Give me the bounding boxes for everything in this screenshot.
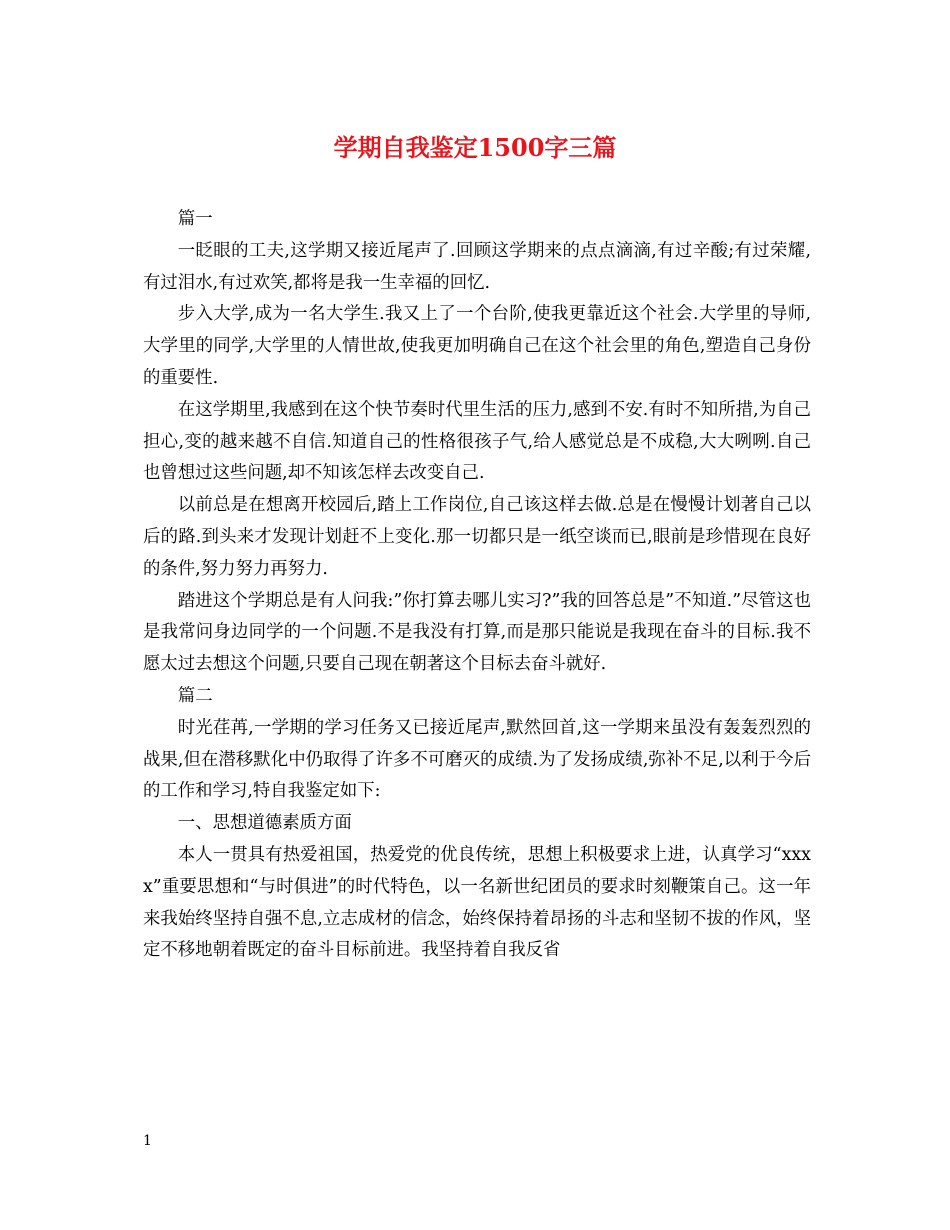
paragraph-subheading: 一、思想道德素质方面 bbox=[177, 813, 352, 834]
paragraph-section-heading-2: 篇二 bbox=[177, 685, 213, 706]
paragraph-section-heading-1: 篇一 bbox=[177, 209, 213, 229]
page-number: 1 bbox=[143, 1133, 152, 1149]
paragraph: 一眨眼的工夫,这学期又接近尾声了.回顾这学期来的点点滴滴,有过辛酸;有过荣耀,有过泪水,有过欢笑,都将是我一生幸福的回忆. bbox=[143, 240, 811, 293]
paragraph: 时光荏苒,一学期的学习任务又已接近尾声,默然回首,这一学期来虽没有轰轰烈烈的战果,但在潜移默化中仍取得了许多不可磨灭的成绩.为了发扬成绩,弥补不足,以利于今后的工作和学习,特自我鉴定如下: bbox=[143, 717, 811, 802]
document-title: 学期自我鉴定1500字三篇 bbox=[333, 133, 617, 162]
document-body bbox=[143, 204, 811, 967]
paragraph: 在这学期里,我感到在这个快节奏时代里生活的压力,感到不安.有时不知所措,为自己担心,变的越来越不自信.知道自己的性格很孩子气,给人感觉总是不成稳,大大咧咧.自己也曾想过这些问题,却不知该怎样去改变自己. bbox=[143, 399, 811, 484]
paragraph: 步入大学,成为一名大学生.我又上了一个台阶,使我更靠近这个社会.大学里的导师,大学里的同学,大学里的人情世故,使我更加明确自己在这个社会里的角色,塑造自己身份的重要性. bbox=[143, 304, 811, 388]
paragraph: 本人一贯具有热爱祖国，热爱党的优良传统，思想上积极要求上进，认真学习“xxxx”重要思想和“与时俱进”的时代特色，以一名新世纪团员的要求时刻鞭策自己。这一年来我始终坚持自强不息,立志成材的信念，始终保持着昂扬的斗志和坚韧不拔的作风，坚定不移地朝着既定的奋斗目标前进。我坚持着自我反省 bbox=[143, 844, 811, 961]
paragraph: 以前总是在想离开校园后,踏上工作岗位,自己该这样去做.总是在慢慢计划著自己以后的路.到头来才发现计划赶不上变化.那一切都只是一纸空谈而已,眼前是珍惜现在良好的条件,努力努力再努力. bbox=[143, 495, 811, 579]
paragraph: 踏进这个学期总是有人问我:”你打算去哪儿实习?”我的回答总是”不知道.”尽管这也是我常问身边同学的一个问题.不是我没有打算,而是那只能说是我现在奋斗的目标.我不愿太过去想这个问题,只要自己现在朝著这个目标去奋斗就好. bbox=[143, 590, 811, 675]
